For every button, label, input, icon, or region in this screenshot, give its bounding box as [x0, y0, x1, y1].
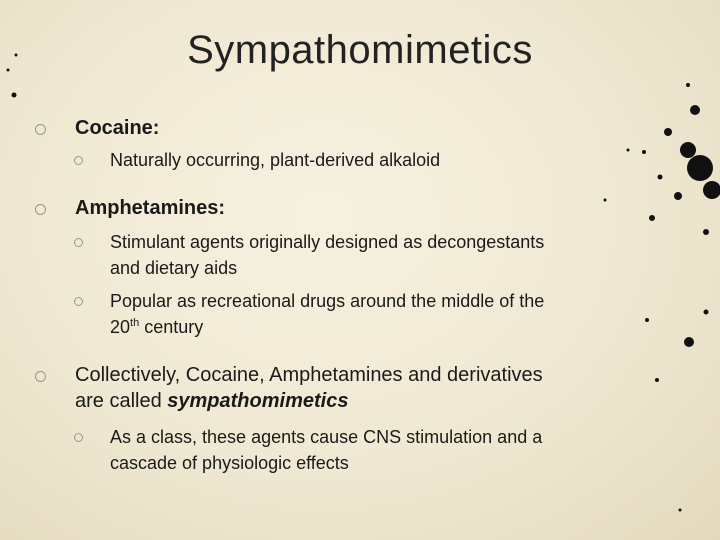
bullet-line: and dietary aids — [110, 258, 238, 278]
emphasis-term: sympathomimetics — [167, 390, 349, 412]
century-number: 20 — [110, 317, 131, 337]
century-word: century — [139, 317, 204, 337]
bullet-line: As a class, these agents cause CNS stimulation and a — [110, 427, 543, 447]
bullet-ring-icon — [35, 204, 46, 215]
bullet-ring-icon — [35, 124, 46, 135]
bullet-line: Stimulant agents originally designed as decongestants — [110, 232, 545, 252]
bullet-text: Cocaine: — [75, 117, 160, 139]
bullet-line: cascade of physiologic effects — [110, 453, 349, 473]
ordinal-suffix: th — [130, 317, 140, 329]
slide-title: Sympathomimetics — [187, 28, 533, 72]
bullet-ring-icon — [74, 297, 83, 306]
bullet-ring-icon — [74, 433, 83, 442]
bullet-cocaine — [75, 115, 675, 141]
sub-bullet-class-effects — [110, 424, 660, 476]
bullet-text: Naturally occurring, plant-derived alkaloid — [110, 150, 441, 170]
sub-bullet-cocaine — [110, 147, 660, 173]
bullet-line — [110, 314, 660, 340]
bullet-line: Collectively, Cocaine, Amphetamines and derivatives — [75, 364, 543, 386]
bullet-line — [75, 388, 675, 414]
bullet-amphetamines — [75, 195, 675, 221]
bullet-ring-icon — [74, 156, 83, 165]
bullet-ring-icon — [35, 371, 46, 382]
bullet-text: Amphetamines: — [75, 197, 226, 219]
bullet-collectively — [75, 362, 675, 414]
bullet-ring-icon — [74, 238, 83, 247]
bullet-text: are called — [75, 390, 168, 412]
sub-bullet-amph-recreational — [110, 288, 660, 340]
bullet-line: Popular as recreational drugs around the middle of the — [110, 291, 545, 311]
sub-bullet-amph-decongestants — [110, 229, 660, 281]
